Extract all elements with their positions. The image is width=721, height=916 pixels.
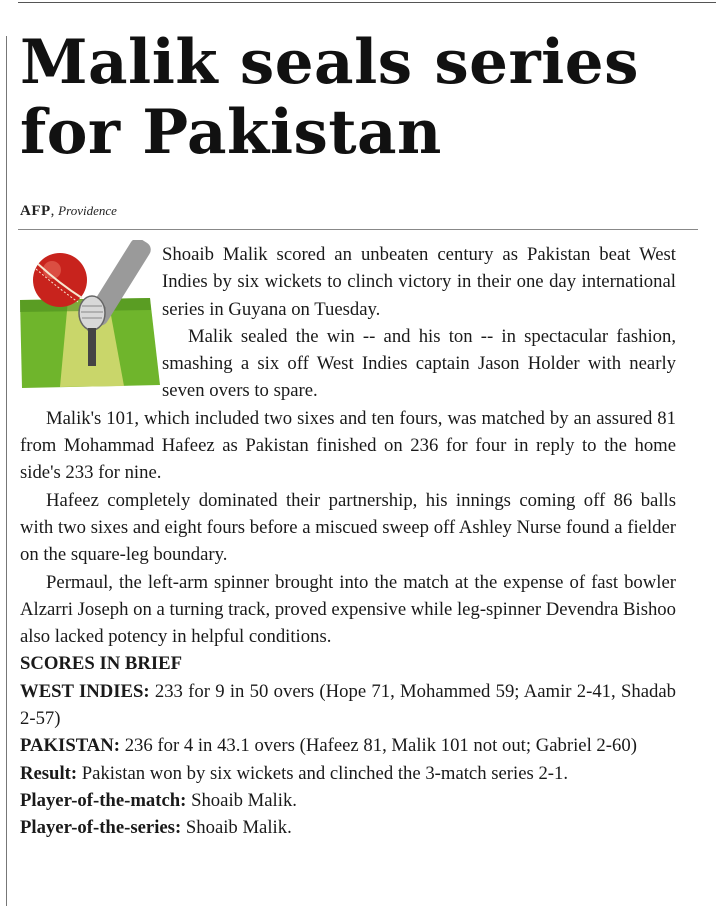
paragraph-1: Shoaib Malik scored an unbeaten century as Pakistan beat West Indies by six wickets to clinch victory in their one day international series in Guyana on Tuesday. (162, 244, 676, 320)
score-west-indies-text: 233 for 9 in 50 overs (Hope 71, Mohammed 59; Aamir 2-41, Shadab 2-57) (20, 680, 676, 730)
headline (20, 28, 710, 168)
player-of-series (20, 814, 676, 841)
result-line (20, 760, 676, 787)
article-body (20, 241, 676, 842)
scores-heading: SCORES IN BRIEF (20, 653, 183, 675)
top-rule (18, 2, 716, 3)
score-west-indies (20, 678, 676, 733)
left-rule (6, 36, 7, 906)
byline-agency: AFP (20, 203, 51, 219)
paragraph-2: Malik sealed the win -- and his ton -- in spectacular fashion, smashing a six off West Indies captain Jason Holder with nearly seven overs to spare. (162, 325, 676, 402)
headline-line-1: Malik seals series (20, 27, 639, 98)
score-pakistan (20, 732, 676, 759)
paragraph-4: Hafeez completely dominated their partnership, his innings coming off 86 balls with two sixes and eight fours before a miscued sweep off Ashley Nurse found a fielder on the square-leg boundary. (20, 489, 676, 566)
headline-line-2: for Pakistan (20, 97, 442, 168)
paragraph-3: Malik's 101, which included two sixes and ten fours, was matched by an assured 81 from Mohammad Hafeez as Pakistan finished on 236 for four in reply to the home side's 233 for nine. (20, 407, 676, 484)
result-label: Result: (20, 762, 78, 784)
byline (20, 203, 117, 220)
potm-label: Player-of-the-match: (20, 789, 187, 811)
score-pakistan-label: PAKISTAN: (20, 735, 121, 757)
potm-text: Shoaib Malik. (191, 789, 297, 811)
score-west-indies-label: WEST INDIES: (20, 680, 150, 702)
byline-separator: , (50, 203, 55, 219)
byline-rule (18, 229, 698, 230)
pots-text: Shoaib Malik. (185, 817, 292, 839)
byline-place: Providence (58, 203, 117, 218)
paragraph-5: Permaul, the left-arm spinner brought into the match at the expense of fast bowler Alzarri Joseph on a turning track, proved expensive while leg-spinner Devendra Bishoo also lacked potency in helpful conditions. (20, 571, 676, 648)
pots-label: Player-of-the-series: (20, 817, 182, 839)
player-of-match (20, 787, 676, 814)
result-text: Pakistan won by six wickets and clinched the 3-match series 2-1. (81, 762, 569, 784)
score-pakistan-text: 236 for 4 in 43.1 overs (Hafeez 81, Malik 101 not out; Gabriel 2-60) (124, 735, 637, 757)
